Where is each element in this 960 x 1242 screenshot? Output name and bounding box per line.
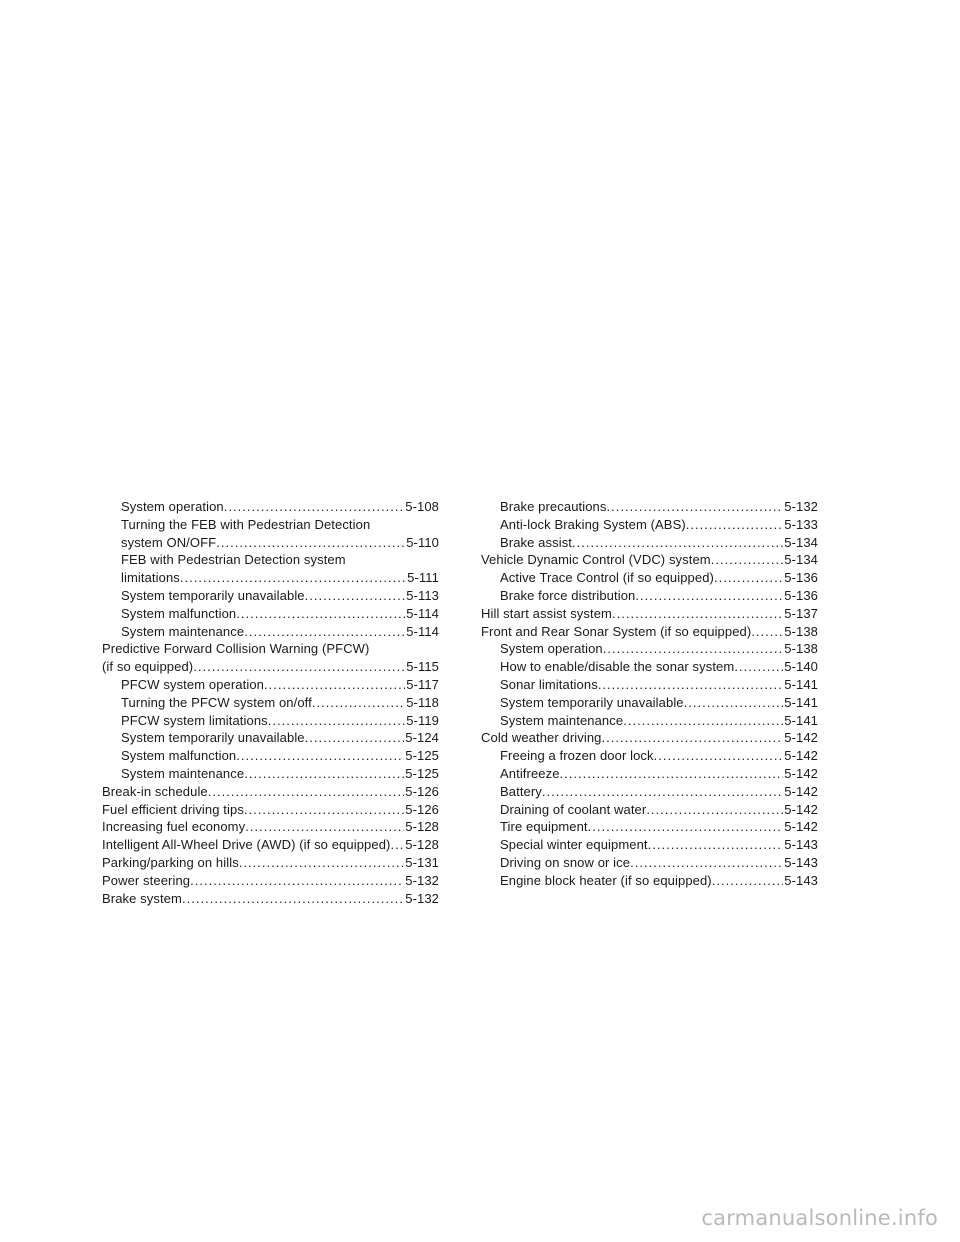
toc-entry-title: PFCW system limitations (121, 712, 268, 728)
toc-entry[interactable] (102, 801, 439, 819)
toc-entry-title: Brake force distribution (500, 587, 636, 603)
toc-entry-title: Predictive Forward Collision Warning (PFCW) (102, 641, 370, 657)
toc-entry-page: 5-110 (406, 534, 439, 550)
toc-entry-page: 5-118 (406, 694, 439, 710)
toc-entry-title: Brake assist (500, 534, 573, 550)
toc-entry-title: Brake system (102, 890, 182, 906)
toc-left-column (102, 498, 439, 907)
toc-entry[interactable] (481, 516, 818, 534)
dot-leader (224, 498, 404, 516)
toc-entry-title: Power steering (102, 872, 191, 888)
dot-leader (239, 854, 404, 872)
toc-entry-page: 5-142 (784, 730, 818, 746)
dot-leader (612, 605, 783, 623)
toc-entry-page: 5-126 (405, 801, 439, 817)
dot-leader (712, 872, 784, 890)
toc-entry-title: Turning the FEB with Pedestrian Detection (121, 516, 371, 532)
toc-entry-title: System temporarily unavailable (121, 587, 305, 603)
toc-entry[interactable] (481, 658, 818, 676)
dot-leader (312, 694, 405, 712)
dot-leader (542, 783, 783, 801)
dot-leader (646, 801, 783, 819)
dot-leader (734, 658, 783, 676)
toc-entry-page: 5-133 (784, 516, 818, 532)
toc-entry[interactable] (481, 569, 818, 587)
dot-leader (572, 534, 783, 552)
toc-entry-page: 5-117 (406, 676, 439, 692)
toc-entry-title: Freeing a frozen door lock (500, 748, 654, 764)
toc-entry-title: How to enable/disable the sonar system (500, 659, 735, 675)
toc-entry-title: System malfunction (121, 605, 237, 621)
toc-entry[interactable] (481, 587, 818, 605)
dot-leader (244, 623, 405, 641)
dot-leader (190, 872, 404, 890)
toc-entry-title: System temporarily unavailable (121, 730, 305, 746)
dot-leader (603, 640, 783, 658)
watermark: carmanualsonline.info (701, 1206, 938, 1230)
toc-entry-title: Special winter equipment (500, 837, 648, 853)
dot-leader (684, 694, 784, 712)
toc-entry-title: Parking/parking on hills (102, 854, 239, 870)
dot-leader (654, 747, 784, 765)
toc-entry-page: 5-108 (405, 499, 439, 514)
dot-leader (714, 569, 783, 587)
dot-leader (180, 569, 406, 587)
toc-entry[interactable] (102, 551, 439, 587)
toc-entry[interactable] (102, 605, 439, 623)
toc-entry[interactable] (481, 783, 818, 801)
toc-entry-title: Cold weather driving (481, 730, 602, 746)
toc-entry-title: System maintenance (121, 765, 245, 781)
toc-entry-title: Anti-lock Braking System (ABS) (500, 516, 686, 532)
toc-entry[interactable] (102, 872, 439, 890)
dot-leader (390, 836, 404, 854)
toc-entry[interactable] (102, 694, 439, 712)
toc-entry-page: 5-143 (784, 854, 818, 870)
dot-leader (182, 890, 404, 908)
toc-entry[interactable] (102, 712, 439, 730)
toc-entry-page: 5-140 (784, 659, 818, 675)
toc-entry[interactable] (102, 818, 439, 836)
dot-leader (598, 676, 783, 694)
toc-entry-title: Front and Rear Sonar System (if so equipped) (481, 623, 752, 639)
dot-leader (244, 765, 404, 783)
toc-entry-page: 5-142 (784, 783, 818, 799)
toc-entry-page: 5-143 (784, 872, 818, 888)
toc-entry-title: System operation (500, 641, 603, 657)
toc-entry[interactable] (102, 729, 439, 747)
toc-entry-page: 5-136 (784, 570, 818, 586)
toc-entry[interactable] (481, 801, 818, 819)
toc-entry-title: Intelligent All-Wheel Drive (AWD) (if so equipped) (102, 837, 391, 853)
toc-entry-title: Tire equipment (500, 819, 588, 835)
dot-leader (588, 818, 784, 836)
toc-entry-title: Brake precautions (500, 499, 607, 514)
toc-entry-title: Turning the PFCW system on/off (121, 694, 312, 710)
toc-entry-page: 5-137 (784, 605, 818, 621)
toc-entry[interactable] (102, 498, 439, 516)
toc-entry-page: 5-141 (784, 676, 818, 692)
toc-entry[interactable] (481, 765, 818, 783)
toc-entry-title: System malfunction (121, 748, 237, 764)
toc-entry-title: System temporarily unavailable (500, 694, 684, 710)
toc-entry-title: Battery (500, 783, 542, 799)
toc-entry-page: 5-132 (405, 872, 439, 888)
toc-entry[interactable] (102, 747, 439, 765)
toc-entry-page: 5-114 (406, 623, 439, 639)
dot-leader (560, 765, 784, 783)
toc-entry-page: 5-142 (784, 801, 818, 817)
dot-leader (236, 747, 404, 765)
toc-entry-title: System operation (121, 499, 224, 514)
dot-leader (236, 605, 405, 623)
toc-entry[interactable] (481, 605, 818, 623)
toc-entry-page: 5-113 (406, 587, 439, 603)
toc-entry[interactable] (481, 818, 818, 836)
toc-entry-title: limitations (121, 570, 180, 586)
toc-entry-title: Vehicle Dynamic Control (VDC) system (481, 552, 711, 568)
dot-leader (711, 551, 784, 569)
toc-entry[interactable] (481, 712, 818, 730)
dot-leader (751, 623, 783, 641)
toc-entry-title: Engine block heater (if so equipped) (500, 872, 712, 888)
toc-entry[interactable] (102, 623, 439, 641)
toc-entry-title: PFCW system operation (121, 676, 264, 692)
toc-entry[interactable] (102, 890, 439, 908)
toc-entry-title: System maintenance (121, 623, 245, 639)
toc-entry-page: 5-131 (405, 854, 439, 870)
toc-entry[interactable] (102, 765, 439, 783)
toc-entry-page: 5-115 (406, 659, 439, 675)
dot-leader (245, 818, 404, 836)
dot-leader (264, 676, 405, 694)
toc-entry-page: 5-138 (784, 623, 818, 639)
toc-entry-page: 5-111 (407, 570, 439, 586)
toc-entry[interactable] (102, 516, 439, 552)
toc-entry-page: 5-119 (406, 712, 439, 728)
dot-leader (268, 712, 405, 730)
toc-entry-page: 5-134 (784, 552, 818, 568)
toc-entry-page: 5-141 (784, 712, 818, 728)
toc-entry-title: system ON/OFF (121, 534, 217, 550)
toc-entry[interactable] (481, 676, 818, 694)
toc-entry-page: 5-138 (784, 641, 818, 657)
toc-entry-title: FEB with Pedestrian Detection system (121, 552, 346, 568)
toc-entry-page: 5-128 (405, 819, 439, 835)
toc-entry-title: Increasing fuel economy (102, 819, 246, 835)
toc-entry[interactable] (102, 587, 439, 605)
toc-entry-page: 5-134 (784, 534, 818, 550)
toc-entry-page: 5-136 (784, 587, 818, 603)
toc-entry-title: Draining of coolant water (500, 801, 647, 817)
toc-entry-title: Fuel efficient driving tips (102, 801, 244, 817)
toc-entry[interactable] (102, 854, 439, 872)
toc-entry[interactable] (481, 623, 818, 641)
toc-entry[interactable] (481, 729, 818, 747)
dot-leader (193, 658, 405, 676)
dot-leader (244, 801, 404, 819)
dot-leader (630, 854, 783, 872)
dot-leader (623, 712, 783, 730)
toc-entry-page: 5-141 (784, 694, 818, 710)
toc-entry[interactable] (102, 676, 439, 694)
dot-leader (606, 498, 783, 516)
dot-leader (305, 587, 406, 605)
toc-entry[interactable] (481, 534, 818, 552)
toc-entry-page: 5-132 (405, 890, 439, 906)
toc-entry-page: 5-125 (405, 748, 439, 764)
toc-entry[interactable] (481, 551, 818, 569)
dot-leader (635, 587, 783, 605)
toc-entry[interactable] (481, 854, 818, 872)
toc-right-column (481, 498, 818, 890)
toc-entry[interactable] (481, 747, 818, 765)
toc-entry-page: 5-114 (406, 605, 439, 621)
toc-entry[interactable] (481, 694, 818, 712)
toc-entry-page: 5-125 (405, 765, 439, 781)
toc-entry-title: System maintenance (500, 712, 624, 728)
toc-entry-page: 5-132 (784, 499, 818, 514)
toc-entry[interactable] (102, 836, 439, 854)
toc-entry-title: Hill start assist system (481, 605, 612, 621)
toc-entry[interactable] (481, 836, 818, 854)
dot-leader (648, 836, 784, 854)
toc-entry-title: Sonar limitations (500, 676, 598, 692)
toc-entry-title: Antifreeze (500, 765, 560, 781)
toc-entry-page: 5-142 (784, 765, 818, 781)
toc-entry-page: 5-143 (784, 837, 818, 853)
toc-entry-title: (if so equipped) (102, 659, 194, 675)
toc-entry-page: 5-142 (784, 819, 818, 835)
dot-leader (208, 783, 404, 801)
toc-entry-page: 5-142 (784, 748, 818, 764)
toc-entry-page: 5-124 (405, 730, 439, 746)
dot-leader (686, 516, 783, 534)
toc-entry[interactable] (481, 640, 818, 658)
toc-entry[interactable] (481, 872, 818, 890)
toc-entry[interactable] (481, 498, 818, 516)
toc-entry-page: 5-128 (405, 837, 439, 853)
toc-entry-page: 5-126 (405, 783, 439, 799)
toc-entry-title: Active Trace Control (if so equipped) (500, 570, 714, 586)
toc-entry-title: Driving on snow or ice (500, 854, 631, 870)
toc-entry-title: Break-in schedule (102, 783, 208, 799)
toc-entry[interactable] (102, 640, 439, 676)
toc-entry[interactable] (102, 783, 439, 801)
dot-leader (305, 729, 405, 747)
dot-leader (602, 729, 784, 747)
dot-leader (216, 534, 405, 552)
